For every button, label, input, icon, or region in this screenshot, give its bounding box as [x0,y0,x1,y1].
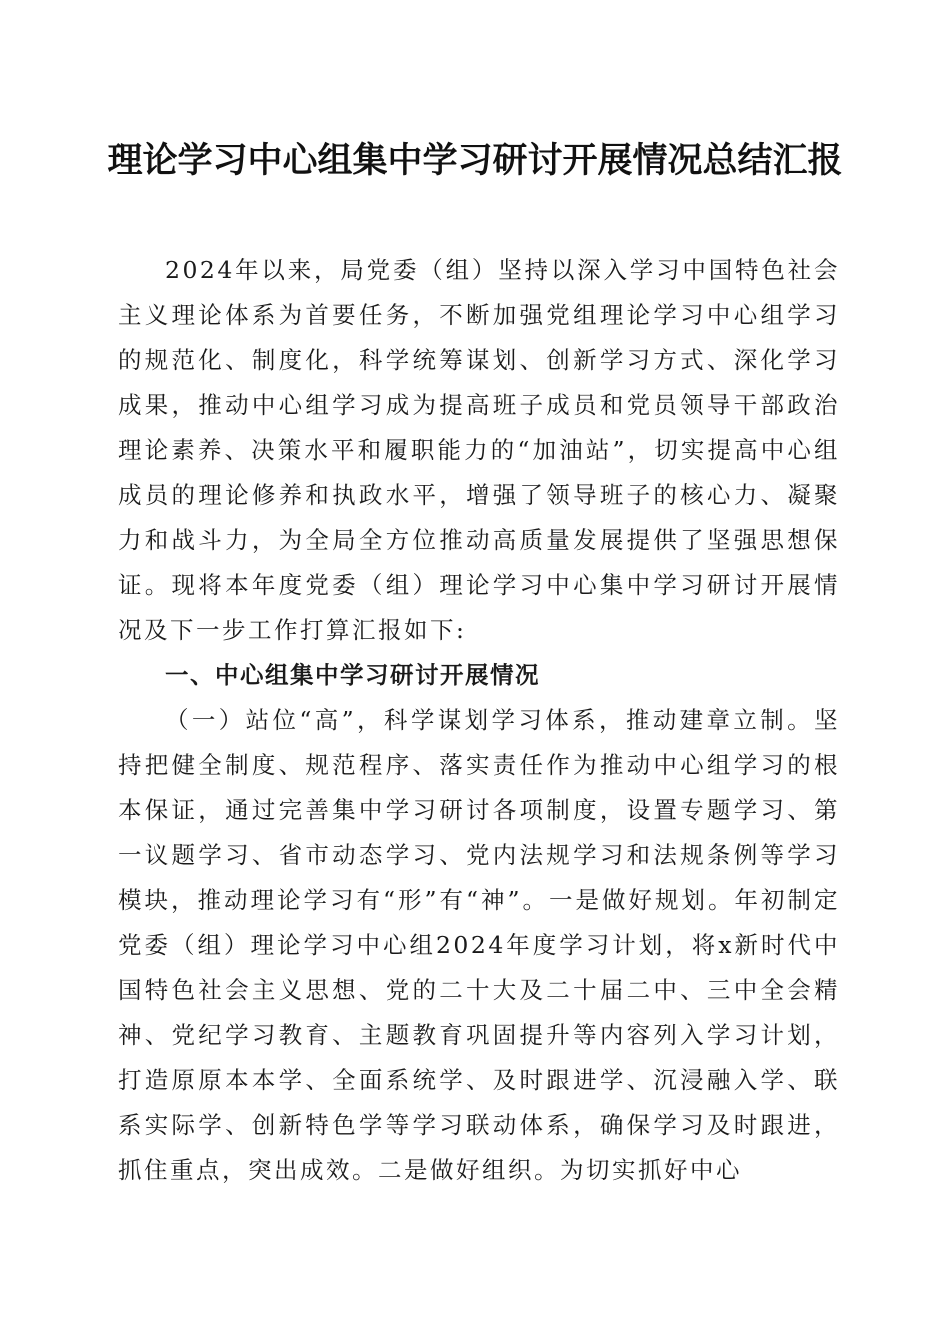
document-title: 理论学习中心组集中学习研讨开展情况总结汇报 [107,140,843,181]
subsection-lead: （一）站位“高”，科学谋划学习体系，推动建章立制。 [165,706,814,734]
intro-paragraph: 2024年以来，局党委（组）坚持以深入学习中国特色社会主义理论体系为首要任务，不断加强党组理论学习中心组学习的规范化、制度化，科学统筹谋划、创新学习方式、深化学习成果，推动中心组学习成为提高班子成员和党员领导干部政治理论素养、决策水平和履职能力的“加油站”，切实提高中心组成员的理论修养和执政水平，增强了领导班子的核心力、凝聚力和战斗力，为全局全方位推动高质量发展提供了坚强思想保证。现将本年度党委（组）理论学习中心集中学习研讨开展情况及下一步工作打算汇报如下: [118,256,840,644]
subsection-paragraph [118,698,840,1193]
document-body [118,248,840,1193]
subsection-body: 坚持把健全制度、规范程序、落实责任作为推动中心组学习的根本保证，通过完善集中学习研讨各项制度，设置专题学习、第一议题学习、省市动态学习、党内法规学习和法规条例等学习模块，推动理论学习有“形”有“神”。一是做好规划。年初制定党委（组）理论学习中心组2024年度学习计划，将x新时代中国特色社会主义思想、党的二十大及二十届二中、三中全会精神、党纪学习教育、主题教育巩固提升等内容列入学习计划，打造原原本本学、全面系统学、及时跟进学、沉浸融入学、联系实际学、创新特色学等学习联动体系，确保学习及时跟进，抓住重点，突出成效。二是做好组织。为切实抓好中心 [118,706,840,1184]
section-heading: 一、中心组集中学习研讨开展情况 [165,661,540,689]
